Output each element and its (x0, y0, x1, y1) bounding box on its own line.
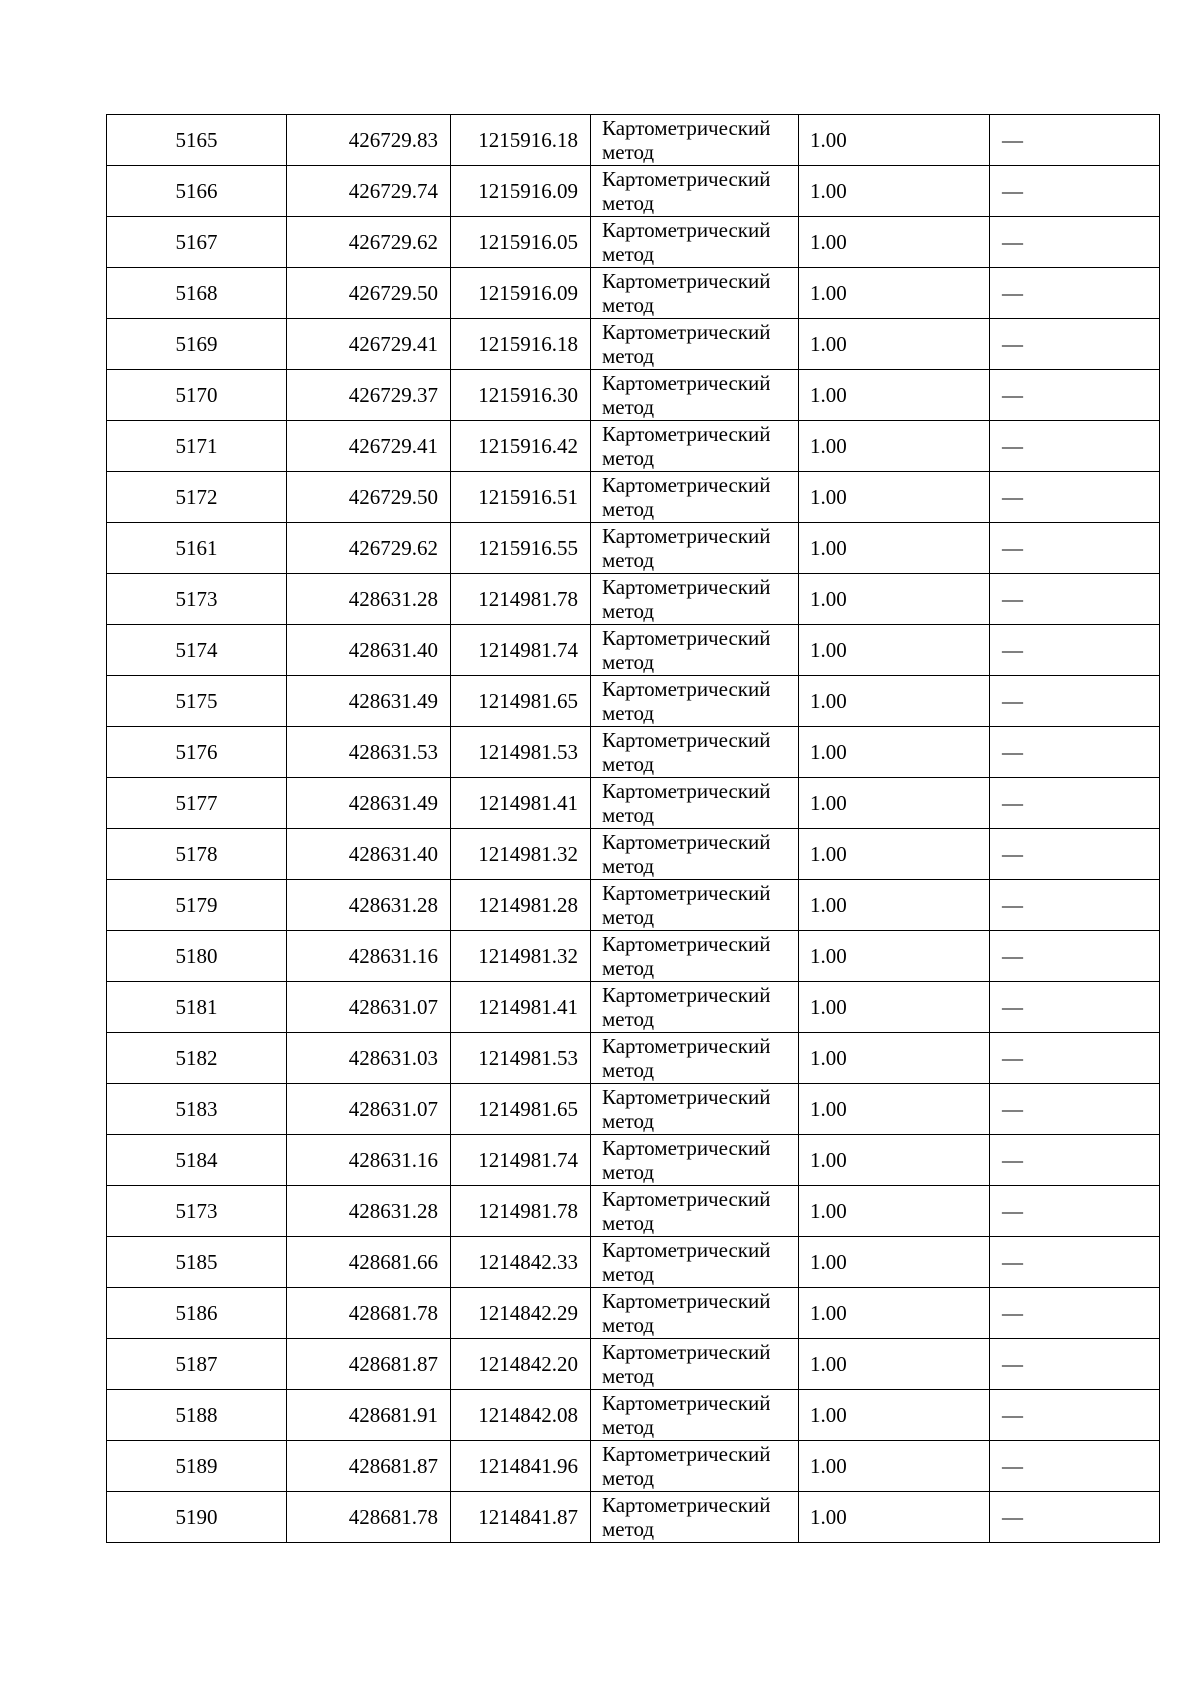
description-cell (990, 1288, 1160, 1339)
method-cell (591, 523, 799, 574)
x-coordinate-cell: 426729.50 (287, 472, 451, 523)
point-number-cell: 5182 (107, 1033, 287, 1084)
method-cell (591, 1033, 799, 1084)
description-cell (990, 727, 1160, 778)
description-cell (990, 1186, 1160, 1237)
description-dash: — (1002, 1096, 1023, 1121)
table-row (107, 625, 1160, 676)
method-text: Картометрический метод (602, 1187, 771, 1235)
accuracy-cell: 1.00 (799, 217, 990, 268)
description-dash: — (1002, 586, 1023, 611)
description-dash: — (1002, 1402, 1023, 1427)
accuracy-cell: 1.00 (799, 625, 990, 676)
table-row (107, 1390, 1160, 1441)
point-number-cell: 5189 (107, 1441, 287, 1492)
y-coordinate-cell: 1214842.08 (451, 1390, 591, 1441)
y-coordinate-cell: 1215916.51 (451, 472, 591, 523)
y-coordinate-cell: 1214981.32 (451, 829, 591, 880)
point-number-cell: 5190 (107, 1492, 287, 1543)
method-cell (591, 931, 799, 982)
description-dash: — (1002, 1504, 1023, 1529)
description-cell (990, 472, 1160, 523)
point-number-cell: 5181 (107, 982, 287, 1033)
description-dash: — (1002, 382, 1023, 407)
table-row (107, 370, 1160, 421)
y-coordinate-cell: 1215916.18 (451, 319, 591, 370)
y-coordinate-cell: 1214981.65 (451, 676, 591, 727)
point-number-cell: 5176 (107, 727, 287, 778)
table-row (107, 166, 1160, 217)
table-row (107, 676, 1160, 727)
description-dash: — (1002, 1045, 1023, 1070)
y-coordinate-cell: 1214981.74 (451, 625, 591, 676)
table-row (107, 1288, 1160, 1339)
table-row (107, 1135, 1160, 1186)
method-cell (591, 625, 799, 676)
accuracy-cell: 1.00 (799, 115, 990, 166)
method-cell (591, 880, 799, 931)
accuracy-cell: 1.00 (799, 1339, 990, 1390)
method-cell (591, 1135, 799, 1186)
description-dash: — (1002, 943, 1023, 968)
method-cell (591, 319, 799, 370)
table-row (107, 1492, 1160, 1543)
method-cell (591, 829, 799, 880)
x-coordinate-cell: 428681.78 (287, 1288, 451, 1339)
method-cell (591, 217, 799, 268)
y-coordinate-cell: 1214842.29 (451, 1288, 591, 1339)
description-dash: — (1002, 433, 1023, 458)
description-dash: — (1002, 1300, 1023, 1325)
description-dash: — (1002, 331, 1023, 356)
description-dash: — (1002, 841, 1023, 866)
method-cell (591, 1492, 799, 1543)
x-coordinate-cell: 428681.66 (287, 1237, 451, 1288)
description-cell (990, 625, 1160, 676)
x-coordinate-cell: 428681.91 (287, 1390, 451, 1441)
x-coordinate-cell: 428631.16 (287, 1135, 451, 1186)
description-cell (990, 115, 1160, 166)
description-cell (990, 1237, 1160, 1288)
accuracy-cell: 1.00 (799, 166, 990, 217)
accuracy-cell: 1.00 (799, 1186, 990, 1237)
description-dash: — (1002, 994, 1023, 1019)
method-text: Картометрический метод (602, 1238, 771, 1286)
y-coordinate-cell: 1214981.78 (451, 574, 591, 625)
x-coordinate-cell: 428631.28 (287, 574, 451, 625)
description-cell (990, 1441, 1160, 1492)
method-cell (591, 1441, 799, 1492)
accuracy-cell: 1.00 (799, 829, 990, 880)
x-coordinate-cell: 428681.78 (287, 1492, 451, 1543)
y-coordinate-cell: 1214981.41 (451, 982, 591, 1033)
y-coordinate-cell: 1215916.05 (451, 217, 591, 268)
x-coordinate-cell: 426729.41 (287, 421, 451, 472)
method-text: Картометрический метод (602, 1493, 771, 1541)
description-dash: — (1002, 127, 1023, 152)
method-text: Картометрический метод (602, 626, 771, 674)
method-cell (591, 574, 799, 625)
x-coordinate-cell: 428631.07 (287, 1084, 451, 1135)
description-dash: — (1002, 739, 1023, 764)
x-coordinate-cell: 426729.62 (287, 523, 451, 574)
table-row (107, 472, 1160, 523)
point-number-cell: 5173 (107, 1186, 287, 1237)
description-cell (990, 268, 1160, 319)
description-cell (990, 1135, 1160, 1186)
table-row (107, 1237, 1160, 1288)
x-coordinate-cell: 428631.07 (287, 982, 451, 1033)
y-coordinate-cell: 1215916.42 (451, 421, 591, 472)
method-text: Картометрический метод (602, 1034, 771, 1082)
table-row (107, 829, 1160, 880)
method-text: Картометрический метод (602, 983, 771, 1031)
description-cell (990, 982, 1160, 1033)
table-row (107, 319, 1160, 370)
method-text: Картометрический метод (602, 830, 771, 878)
description-dash: — (1002, 1249, 1023, 1274)
method-text: Картометрический метод (602, 881, 771, 929)
method-cell (591, 370, 799, 421)
accuracy-cell: 1.00 (799, 421, 990, 472)
method-cell (591, 1390, 799, 1441)
description-dash: — (1002, 1453, 1023, 1478)
method-text: Картометрический метод (602, 167, 771, 215)
accuracy-cell: 1.00 (799, 1441, 990, 1492)
description-dash: — (1002, 688, 1023, 713)
method-cell (591, 472, 799, 523)
description-cell (990, 421, 1160, 472)
accuracy-cell: 1.00 (799, 472, 990, 523)
point-number-cell: 5186 (107, 1288, 287, 1339)
description-cell (990, 574, 1160, 625)
method-cell (591, 982, 799, 1033)
method-cell (591, 268, 799, 319)
x-coordinate-cell: 428681.87 (287, 1441, 451, 1492)
description-cell (990, 370, 1160, 421)
description-cell (990, 217, 1160, 268)
method-text: Картометрический метод (602, 1340, 771, 1388)
method-cell (591, 1237, 799, 1288)
point-number-cell: 5167 (107, 217, 287, 268)
point-number-cell: 5188 (107, 1390, 287, 1441)
point-number-cell: 5174 (107, 625, 287, 676)
table-row (107, 523, 1160, 574)
description-cell (990, 676, 1160, 727)
y-coordinate-cell: 1214981.74 (451, 1135, 591, 1186)
table-row (107, 1033, 1160, 1084)
accuracy-cell: 1.00 (799, 880, 990, 931)
accuracy-cell: 1.00 (799, 1135, 990, 1186)
description-dash: — (1002, 637, 1023, 662)
description-cell (990, 931, 1160, 982)
description-dash: — (1002, 790, 1023, 815)
point-number-cell: 5161 (107, 523, 287, 574)
method-text: Картометрический метод (602, 116, 771, 164)
accuracy-cell: 1.00 (799, 1288, 990, 1339)
point-number-cell: 5171 (107, 421, 287, 472)
table-row (107, 880, 1160, 931)
method-text: Картометрический метод (602, 473, 771, 521)
y-coordinate-cell: 1215916.09 (451, 268, 591, 319)
x-coordinate-cell: 426729.41 (287, 319, 451, 370)
point-number-cell: 5166 (107, 166, 287, 217)
accuracy-cell: 1.00 (799, 1237, 990, 1288)
accuracy-cell: 1.00 (799, 982, 990, 1033)
y-coordinate-cell: 1214842.33 (451, 1237, 591, 1288)
table-row (107, 421, 1160, 472)
y-coordinate-cell: 1214981.78 (451, 1186, 591, 1237)
table-row (107, 115, 1160, 166)
point-number-cell: 5179 (107, 880, 287, 931)
method-text: Картометрический метод (602, 371, 771, 419)
accuracy-cell: 1.00 (799, 319, 990, 370)
y-coordinate-cell: 1214981.41 (451, 778, 591, 829)
y-coordinate-cell: 1214841.96 (451, 1441, 591, 1492)
description-cell (990, 1339, 1160, 1390)
method-cell (591, 778, 799, 829)
method-cell (591, 727, 799, 778)
table-row (107, 268, 1160, 319)
x-coordinate-cell: 428631.53 (287, 727, 451, 778)
y-coordinate-cell: 1214981.28 (451, 880, 591, 931)
y-coordinate-cell: 1214981.65 (451, 1084, 591, 1135)
table-row (107, 217, 1160, 268)
x-coordinate-cell: 426729.74 (287, 166, 451, 217)
x-coordinate-cell: 428631.49 (287, 676, 451, 727)
x-coordinate-cell: 426729.50 (287, 268, 451, 319)
method-text: Картометрический метод (602, 677, 771, 725)
accuracy-cell: 1.00 (799, 727, 990, 778)
method-cell (591, 1339, 799, 1390)
accuracy-cell: 1.00 (799, 1390, 990, 1441)
table-row (107, 574, 1160, 625)
point-number-cell: 5187 (107, 1339, 287, 1390)
method-text: Картометрический метод (602, 575, 771, 623)
table-row (107, 1441, 1160, 1492)
description-cell (990, 523, 1160, 574)
accuracy-cell: 1.00 (799, 778, 990, 829)
y-coordinate-cell: 1215916.09 (451, 166, 591, 217)
point-number-cell: 5170 (107, 370, 287, 421)
description-cell (990, 1390, 1160, 1441)
method-text: Картометрический метод (602, 779, 771, 827)
y-coordinate-cell: 1215916.18 (451, 115, 591, 166)
coordinates-table (106, 114, 1160, 1543)
accuracy-cell: 1.00 (799, 931, 990, 982)
x-coordinate-cell: 428631.40 (287, 829, 451, 880)
y-coordinate-cell: 1214842.20 (451, 1339, 591, 1390)
accuracy-cell: 1.00 (799, 676, 990, 727)
point-number-cell: 5180 (107, 931, 287, 982)
table-row (107, 982, 1160, 1033)
method-text: Картометрический метод (602, 1442, 771, 1490)
description-dash: — (1002, 535, 1023, 560)
x-coordinate-cell: 428631.28 (287, 880, 451, 931)
accuracy-cell: 1.00 (799, 370, 990, 421)
point-number-cell: 5184 (107, 1135, 287, 1186)
method-text: Картометрический метод (602, 728, 771, 776)
x-coordinate-cell: 426729.62 (287, 217, 451, 268)
description-dash: — (1002, 1351, 1023, 1376)
method-text: Картометрический метод (602, 218, 771, 266)
accuracy-cell: 1.00 (799, 1033, 990, 1084)
accuracy-cell: 1.00 (799, 1084, 990, 1135)
x-coordinate-cell: 428631.28 (287, 1186, 451, 1237)
description-cell (990, 166, 1160, 217)
method-text: Картометрический метод (602, 269, 771, 317)
description-dash: — (1002, 892, 1023, 917)
description-dash: — (1002, 1198, 1023, 1223)
method-text: Картометрический метод (602, 1289, 771, 1337)
x-coordinate-cell: 426729.83 (287, 115, 451, 166)
description-cell (990, 880, 1160, 931)
x-coordinate-cell: 428681.87 (287, 1339, 451, 1390)
method-cell (591, 421, 799, 472)
method-text: Картометрический метод (602, 1391, 771, 1439)
accuracy-cell: 1.00 (799, 1492, 990, 1543)
method-cell (591, 166, 799, 217)
x-coordinate-cell: 428631.40 (287, 625, 451, 676)
y-coordinate-cell: 1214981.53 (451, 1033, 591, 1084)
x-coordinate-cell: 428631.16 (287, 931, 451, 982)
method-text: Картометрический метод (602, 524, 771, 572)
point-number-cell: 5185 (107, 1237, 287, 1288)
method-text: Картометрический метод (602, 1085, 771, 1133)
table-row (107, 1339, 1160, 1390)
description-dash: — (1002, 280, 1023, 305)
point-number-cell: 5165 (107, 115, 287, 166)
method-cell (591, 1288, 799, 1339)
point-number-cell: 5178 (107, 829, 287, 880)
point-number-cell: 5172 (107, 472, 287, 523)
y-coordinate-cell: 1214841.87 (451, 1492, 591, 1543)
method-text: Картометрический метод (602, 932, 771, 980)
description-dash: — (1002, 178, 1023, 203)
description-cell (990, 778, 1160, 829)
point-number-cell: 5173 (107, 574, 287, 625)
description-cell (990, 1084, 1160, 1135)
method-text: Картометрический метод (602, 1136, 771, 1184)
description-cell (990, 319, 1160, 370)
method-text: Картометрический метод (602, 320, 771, 368)
description-dash: — (1002, 484, 1023, 509)
y-coordinate-cell: 1215916.55 (451, 523, 591, 574)
table-row (107, 778, 1160, 829)
method-cell (591, 676, 799, 727)
table-row (107, 1084, 1160, 1135)
description-dash: — (1002, 229, 1023, 254)
x-coordinate-cell: 428631.03 (287, 1033, 451, 1084)
description-cell (990, 1033, 1160, 1084)
y-coordinate-cell: 1214981.32 (451, 931, 591, 982)
point-number-cell: 5168 (107, 268, 287, 319)
y-coordinate-cell: 1215916.30 (451, 370, 591, 421)
y-coordinate-cell: 1214981.53 (451, 727, 591, 778)
description-dash: — (1002, 1147, 1023, 1172)
table-row (107, 727, 1160, 778)
description-cell (990, 1492, 1160, 1543)
table-row (107, 1186, 1160, 1237)
point-number-cell: 5183 (107, 1084, 287, 1135)
point-number-cell: 5177 (107, 778, 287, 829)
x-coordinate-cell: 426729.37 (287, 370, 451, 421)
method-cell (591, 1186, 799, 1237)
accuracy-cell: 1.00 (799, 268, 990, 319)
point-number-cell: 5169 (107, 319, 287, 370)
accuracy-cell: 1.00 (799, 523, 990, 574)
method-text: Картометрический метод (602, 422, 771, 470)
description-cell (990, 829, 1160, 880)
x-coordinate-cell: 428631.49 (287, 778, 451, 829)
table-row (107, 931, 1160, 982)
accuracy-cell: 1.00 (799, 574, 990, 625)
point-number-cell: 5175 (107, 676, 287, 727)
method-cell (591, 115, 799, 166)
method-cell (591, 1084, 799, 1135)
coordinates-table-body (107, 115, 1160, 1543)
